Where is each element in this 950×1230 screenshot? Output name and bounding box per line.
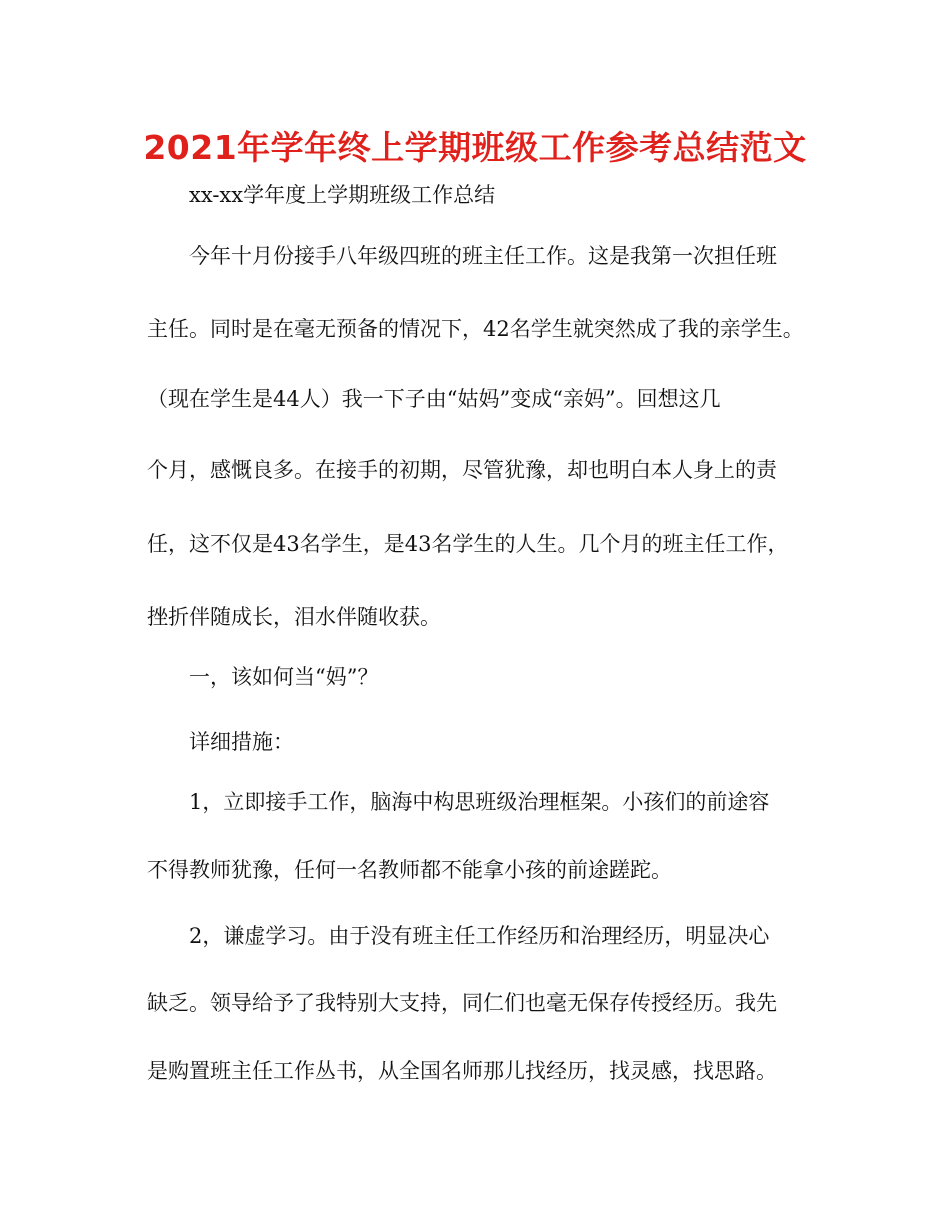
paragraph-line: 个月，感慨良多。在接手的初期，尽管犹豫，却也明白本人身上的责 [147,458,777,482]
paragraph-line: 是购置班主任工作丛书，从全国名师那儿找经历，找灵感，找思路。 [147,1059,777,1083]
paragraph-line: 1，立即接手工作，脑海中构思班级治理框架。小孩们的前途容 [189,790,770,814]
paragraph-line: 缺乏。领导给予了我特别大支持，同仁们也毫无保存传授经历。我先 [147,991,777,1015]
document-subtitle: xx-xx学年度上学期班级工作总结 [189,183,496,207]
paragraph-line: 任，这不仅是43名学生，是43名学生的人生。几个月的班主任工作， [147,532,789,556]
paragraph-line: 挫折伴随成长，泪水伴随收获。 [147,605,441,629]
paragraph-line: 不得教师犹豫，任何一名教师都不能拿小孩的前途蹉跎。 [147,858,672,882]
subsection-heading: 详细措施： [189,730,294,754]
paragraph-line: 今年十月份接手八年级四班的班主任工作。这是我第一次担任班 [189,244,777,268]
document-title: 2021年学年终上学期班级工作参考总结范文 [143,128,807,167]
paragraph-line: 2，谦虚学习。由于没有班主任工作经历和治理经历，明显决心 [189,924,770,948]
paragraph-line: （现在学生是44人）我一下子由“姑妈”变成“亲妈”。回想这几 [147,387,721,411]
paragraph-line: 主任。同时是在毫无预备的情况下，42名学生就突然成了我的亲学生。 [147,317,804,341]
section-heading: 一，该如何当“妈”？ [189,665,379,689]
